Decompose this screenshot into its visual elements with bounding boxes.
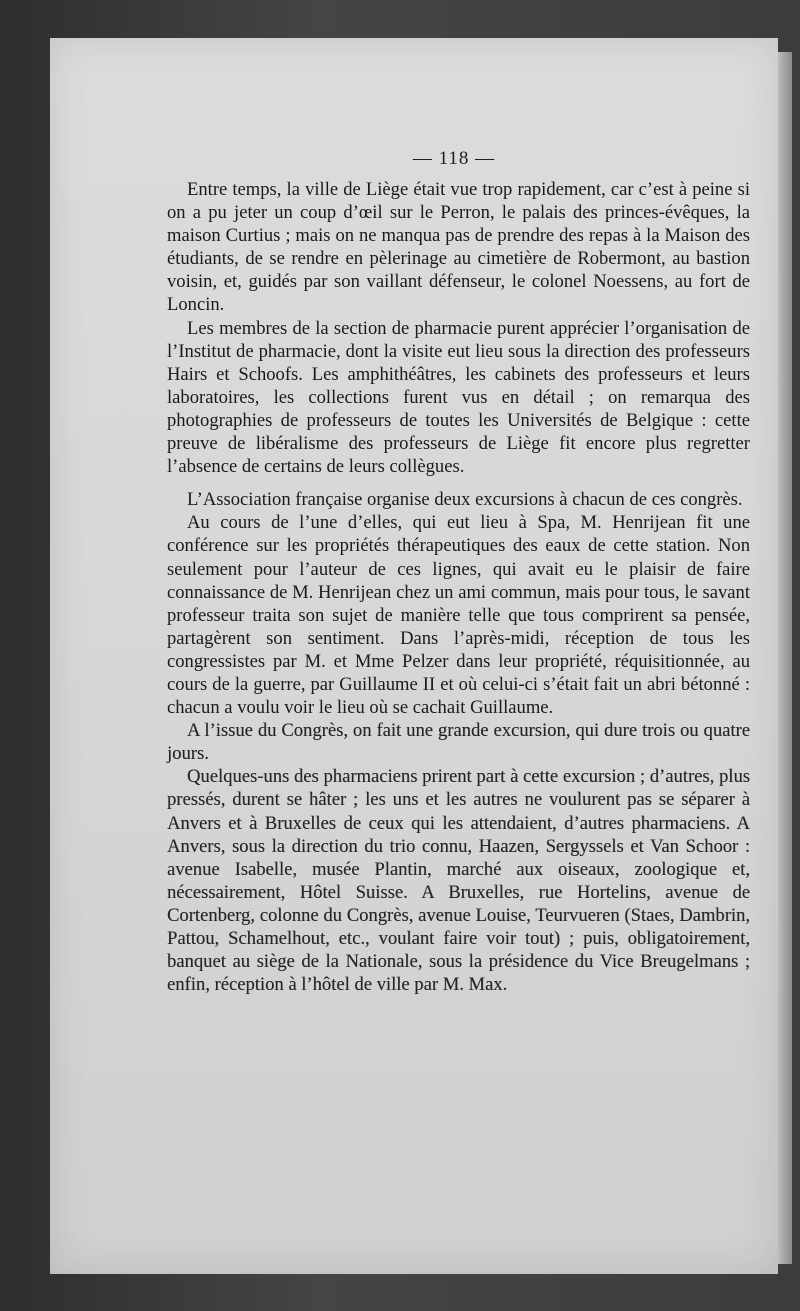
paragraph-pharmacy-section: Les membres de la section de pharmacie purent apprécier l’organisation de l’Institut de pharmacie, dont la visite eut lieu sous la direction des professeurs Hairs et Schoofs. Les amphithéâtres, les cabinets des professeurs et leurs laboratoires, les collections furent vus en détail ; on remarqua des photographies de professeurs de toutes les Universités de Belgique : cette preuve de libéralisme des professeurs de Liège fit encore plus regretter l’absence de certains de leurs collègues. [167,317,750,478]
paragraph-association-excursions: L’Association française organise deux excursions à chacun de ces congrès. [187,489,743,511]
paragraph-antwerp-brussels: Quelques-uns des pharmaciens prirent part à cette excursion ; d’autres, plus pressés, durent se hâter ; les uns et les autres ne voulurent pas se séparer à Anvers et à Bruxelles de ceux qui les attendaient, d’autres pharmaciens. A Anvers, sous la direction du trio connu, Haazen, Sergyssels et Van Schoor : avenue Isabelle, musée Plantin, marché aux oiseaux, zoologique et, nécessairement, Hôtel Suisse. A Bruxelles, rue Hortelins, avenue de Cortenberg, colonne du Congrès, avenue Louise, Teurvueren (Staes, Dambrin, Pattou, Schamelhout, etc., voulant faire voir tout) ; puis, obligatoirement, banquet au siège de la Nationale, sous la présidence du Vice Breugelmans ; enfin, réception à l’hôtel de ville par M. Max. [167,766,750,996]
paragraph-liege-visit: Entre temps, la ville de Liège était vue trop rapidement, car c’est à peine si on a pu jeter un coup d’œil sur le Perron, le palais des princes-évêques, la maison Curtius ; mais on ne manqua pas de prendre des repas à la Maison des étudiants, de se rendre en pèlerinage au cimetière de Robermont, au bastion voisin, et, guidés par son vaillant défenseur, le colonel Noessens, au fort de Loncin. [167,179,750,316]
next-page-edge [778,52,792,1264]
paragraph-spa-conference: Au cours de l’une d’elles, qui eut lieu à Spa, M. Henrijean fit une conférence sur les propriétés thérapeutiques des eaux de cette station. Non seulement pour l’auteur de ces lignes, qui avait eu le plaisir de faire connaissance de M. Henrijean chez un ami commun, mais pour tous, le savant professeur traita son sujet de manière telle que tous comprirent sa pensée, partagèrent son sentiment. Dans l’après-midi, réception de tous les congressistes par M. et Mme Pelzer dans leur propriété, réquisitionnée, au cours de la guerre, par Guillaume II et où celui-ci s’était fait un abri bétonné : chacun a voulu voir le lieu où se cachait Guillaume. [167,512,750,719]
body-text [167,178,750,996]
page-number: — 118 — [412,148,496,169]
paragraph-congress-excursion: A l’issue du Congrès, on fait une grande excursion, qui dure trois ou quatre jours. [167,720,750,765]
